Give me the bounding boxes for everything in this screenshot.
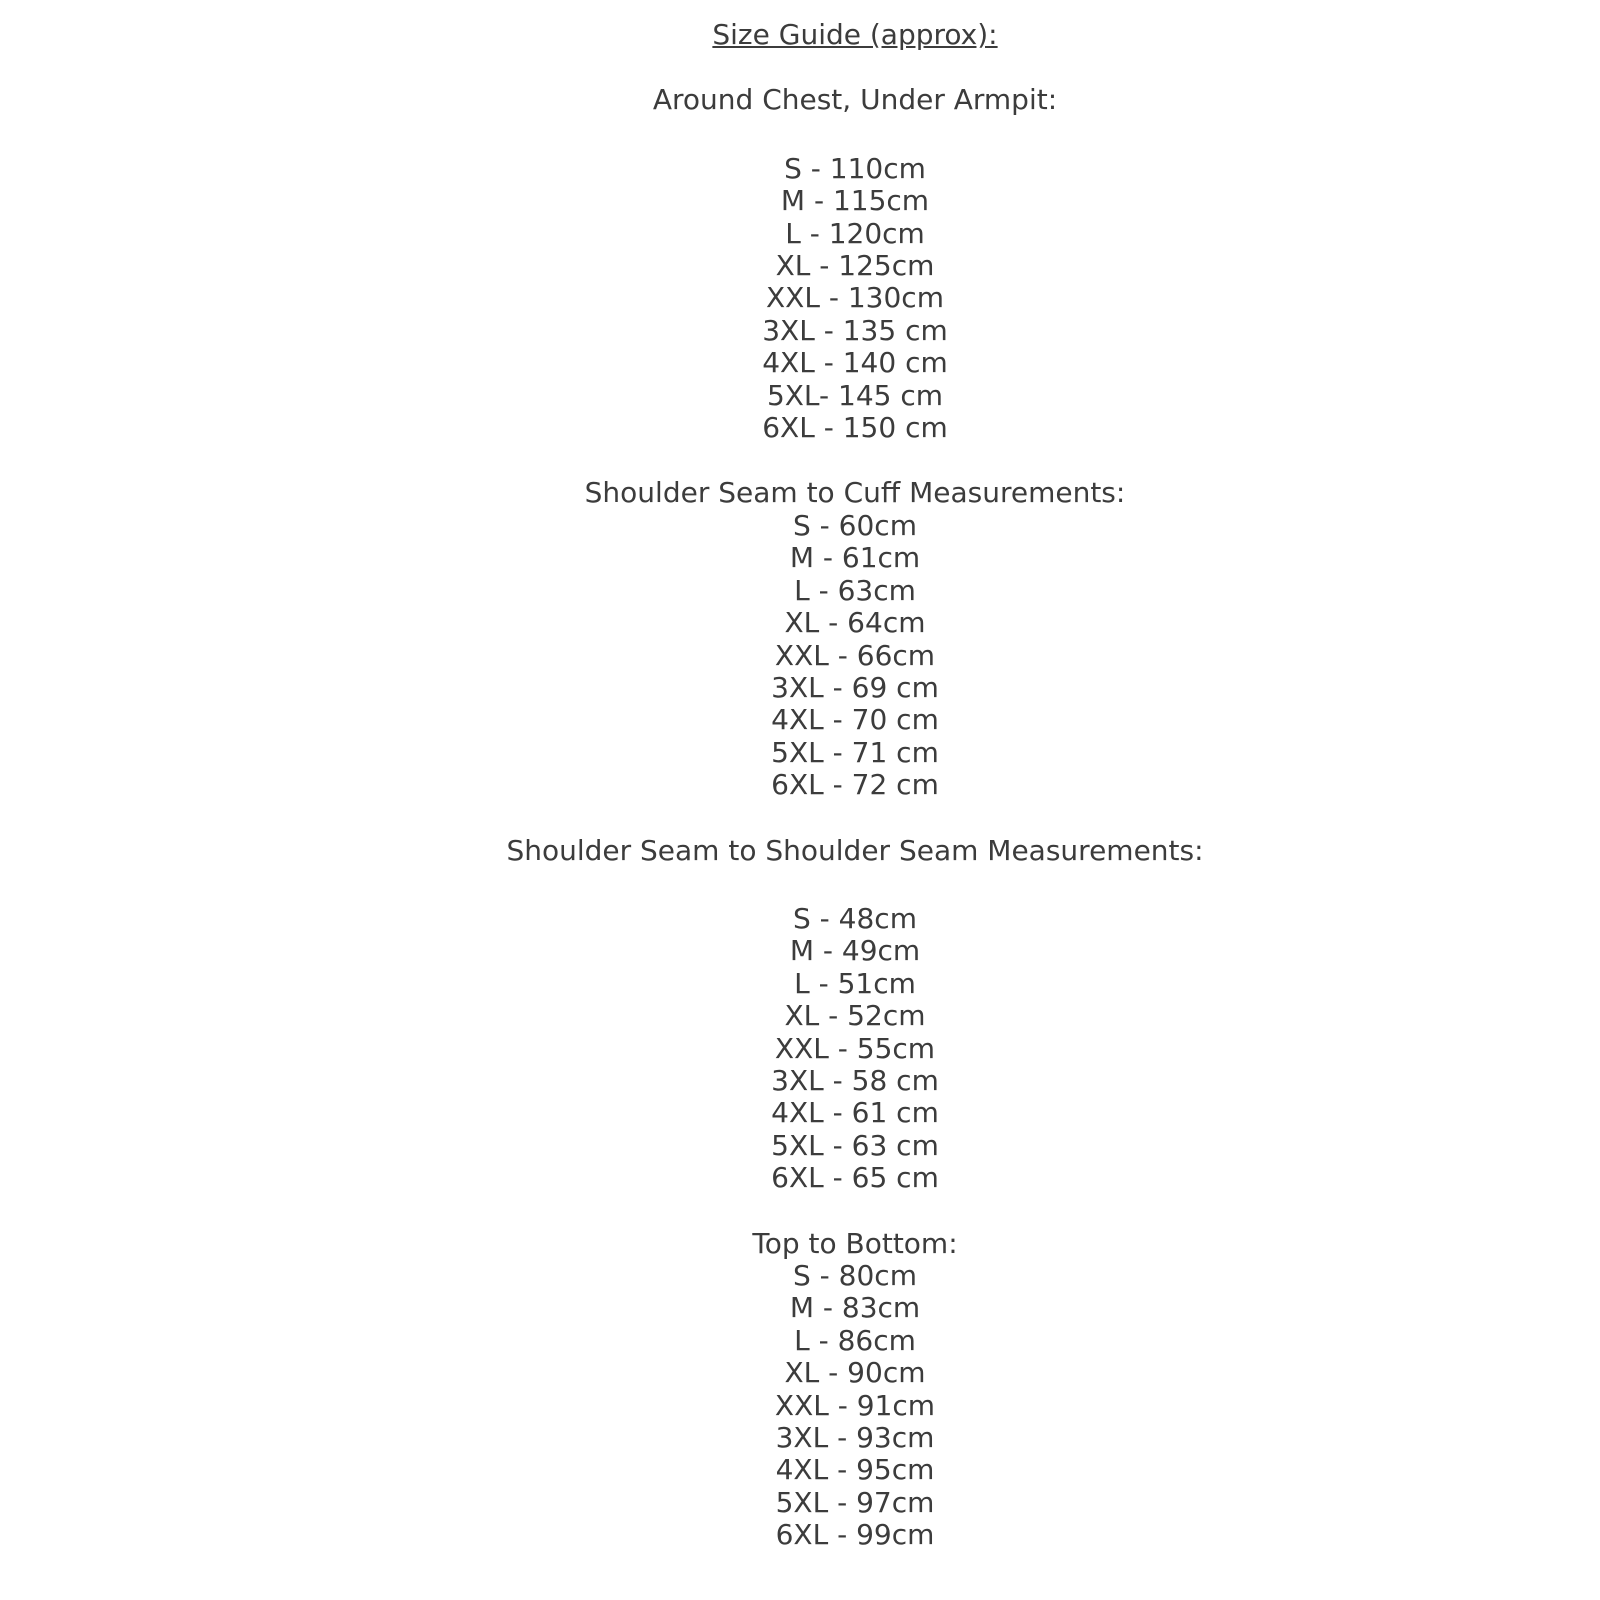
size-row: 3XL - 93cm: [775, 1421, 935, 1455]
size-row: M - 115cm: [780, 184, 930, 218]
size-row: 6XL - 72 cm: [771, 768, 939, 802]
size-row: M - 49cm: [789, 934, 921, 968]
size-row: XXL - 55cm: [774, 1031, 936, 1065]
size-list: [110, 1260, 1600, 1552]
size-row: 6XL - 150 cm: [762, 411, 948, 445]
size-section: [110, 1228, 1600, 1552]
size-row: M - 61cm: [789, 541, 921, 575]
size-row: XL - 125cm: [775, 249, 935, 283]
size-section: [110, 835, 1600, 1195]
size-list: [110, 153, 1600, 445]
size-row: 4XL - 95cm: [775, 1453, 935, 1487]
size-row: 4XL - 70 cm: [771, 703, 939, 737]
section-heading: Shoulder Seam to Shoulder Seam Measurements:: [506, 833, 1204, 867]
size-row: XL - 52cm: [784, 999, 926, 1033]
size-row: S - 60cm: [793, 508, 917, 542]
size-row: S - 110cm: [784, 151, 926, 185]
size-row: 4XL - 61 cm: [771, 1096, 939, 1130]
size-row: L - 51cm: [794, 966, 916, 1000]
section-heading: Around Chest, Under Armpit:: [652, 83, 1058, 117]
page-title: Size Guide (approx):: [712, 18, 998, 51]
size-row: L - 63cm: [794, 573, 916, 607]
size-row: 5XL - 71 cm: [771, 735, 939, 769]
size-row: 3XL - 135 cm: [762, 313, 948, 347]
size-list: [110, 510, 1600, 802]
size-row: L - 120cm: [785, 216, 925, 250]
size-row: S - 48cm: [793, 901, 917, 935]
size-list: [110, 903, 1600, 1195]
size-row: L - 86cm: [794, 1323, 916, 1357]
size-row: 5XL- 145 cm: [766, 378, 944, 412]
size-section: [110, 84, 1600, 444]
size-row: S - 80cm: [793, 1259, 917, 1292]
size-section: [110, 477, 1600, 801]
size-row: XXL - 66cm: [774, 638, 936, 672]
size-row: 6XL - 99cm: [775, 1518, 935, 1552]
section-heading: Shoulder Seam to Cuff Measurements:: [584, 476, 1126, 510]
sections: [110, 84, 1600, 1551]
size-row: 4XL - 140 cm: [762, 346, 948, 380]
size-row: M - 83cm: [789, 1291, 921, 1325]
size-row: XXL - 91cm: [774, 1388, 936, 1422]
section-heading: Top to Bottom:: [752, 1226, 958, 1260]
size-row: XL - 90cm: [784, 1356, 926, 1390]
size-row: 5XL - 97cm: [775, 1485, 935, 1519]
size-row: 6XL - 65 cm: [771, 1161, 939, 1195]
size-row: XL - 64cm: [784, 606, 926, 640]
size-row: 5XL - 63 cm: [771, 1128, 939, 1162]
size-row: 3XL - 69 cm: [771, 670, 939, 704]
size-row: 3XL - 58 cm: [771, 1063, 939, 1097]
size-guide-document: [110, 0, 1600, 1552]
size-row: XXL - 130cm: [766, 281, 944, 315]
